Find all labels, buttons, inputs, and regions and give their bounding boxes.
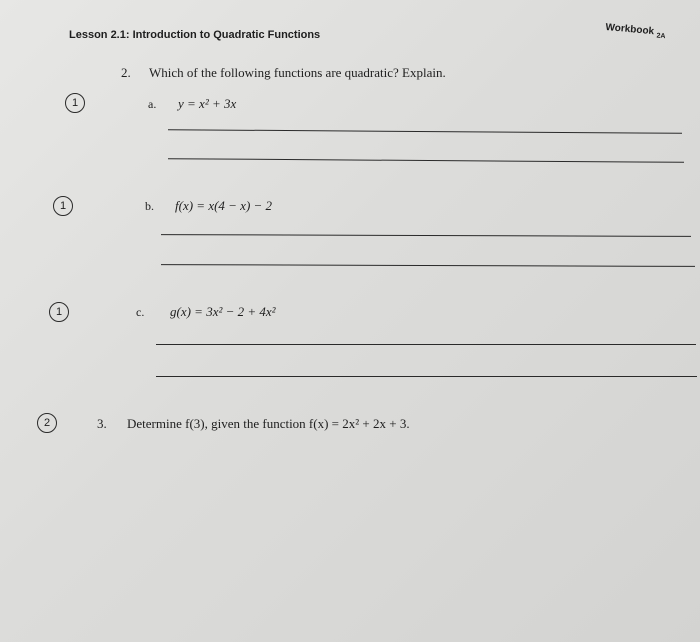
- workbook-label: Workbook $_{2A}$: [605, 22, 666, 41]
- part-b-letter: b.: [145, 199, 154, 213]
- points-circle-a: 1: [65, 93, 85, 113]
- points-circle-b: 1: [53, 196, 73, 216]
- part-a-expression: y = x² + 3x: [178, 96, 237, 111]
- question-2-number: 2.: [121, 65, 131, 80]
- answer-line-b1: [161, 234, 691, 237]
- answer-line-a1: [168, 129, 682, 134]
- answer-line-a2: [168, 158, 684, 163]
- question-3-prompt: Determine f(3), given the function f(x) = 2x² + 2x + 3.: [127, 416, 410, 431]
- answer-line-b2: [161, 264, 695, 267]
- points-circle-q3: 2: [37, 413, 57, 433]
- question-2-prompt: Which of the following functions are quadratic? Explain.: [149, 65, 446, 80]
- question-3-number: 3.: [97, 416, 107, 431]
- part-c-letter: c.: [136, 305, 145, 319]
- part-a-letter: a.: [148, 97, 157, 111]
- answer-line-c1: [156, 344, 696, 345]
- points-circle-c: 1: [49, 302, 69, 322]
- part-b-expression: f(x) = x(4 − x) − 2: [175, 198, 273, 213]
- answer-line-c2: [156, 376, 697, 377]
- lesson-title: Lesson 2.1: Introduction to Quadratic Functions: [69, 29, 321, 41]
- part-c-expression: g(x) = 3x² − 2 + 4x²: [170, 304, 276, 319]
